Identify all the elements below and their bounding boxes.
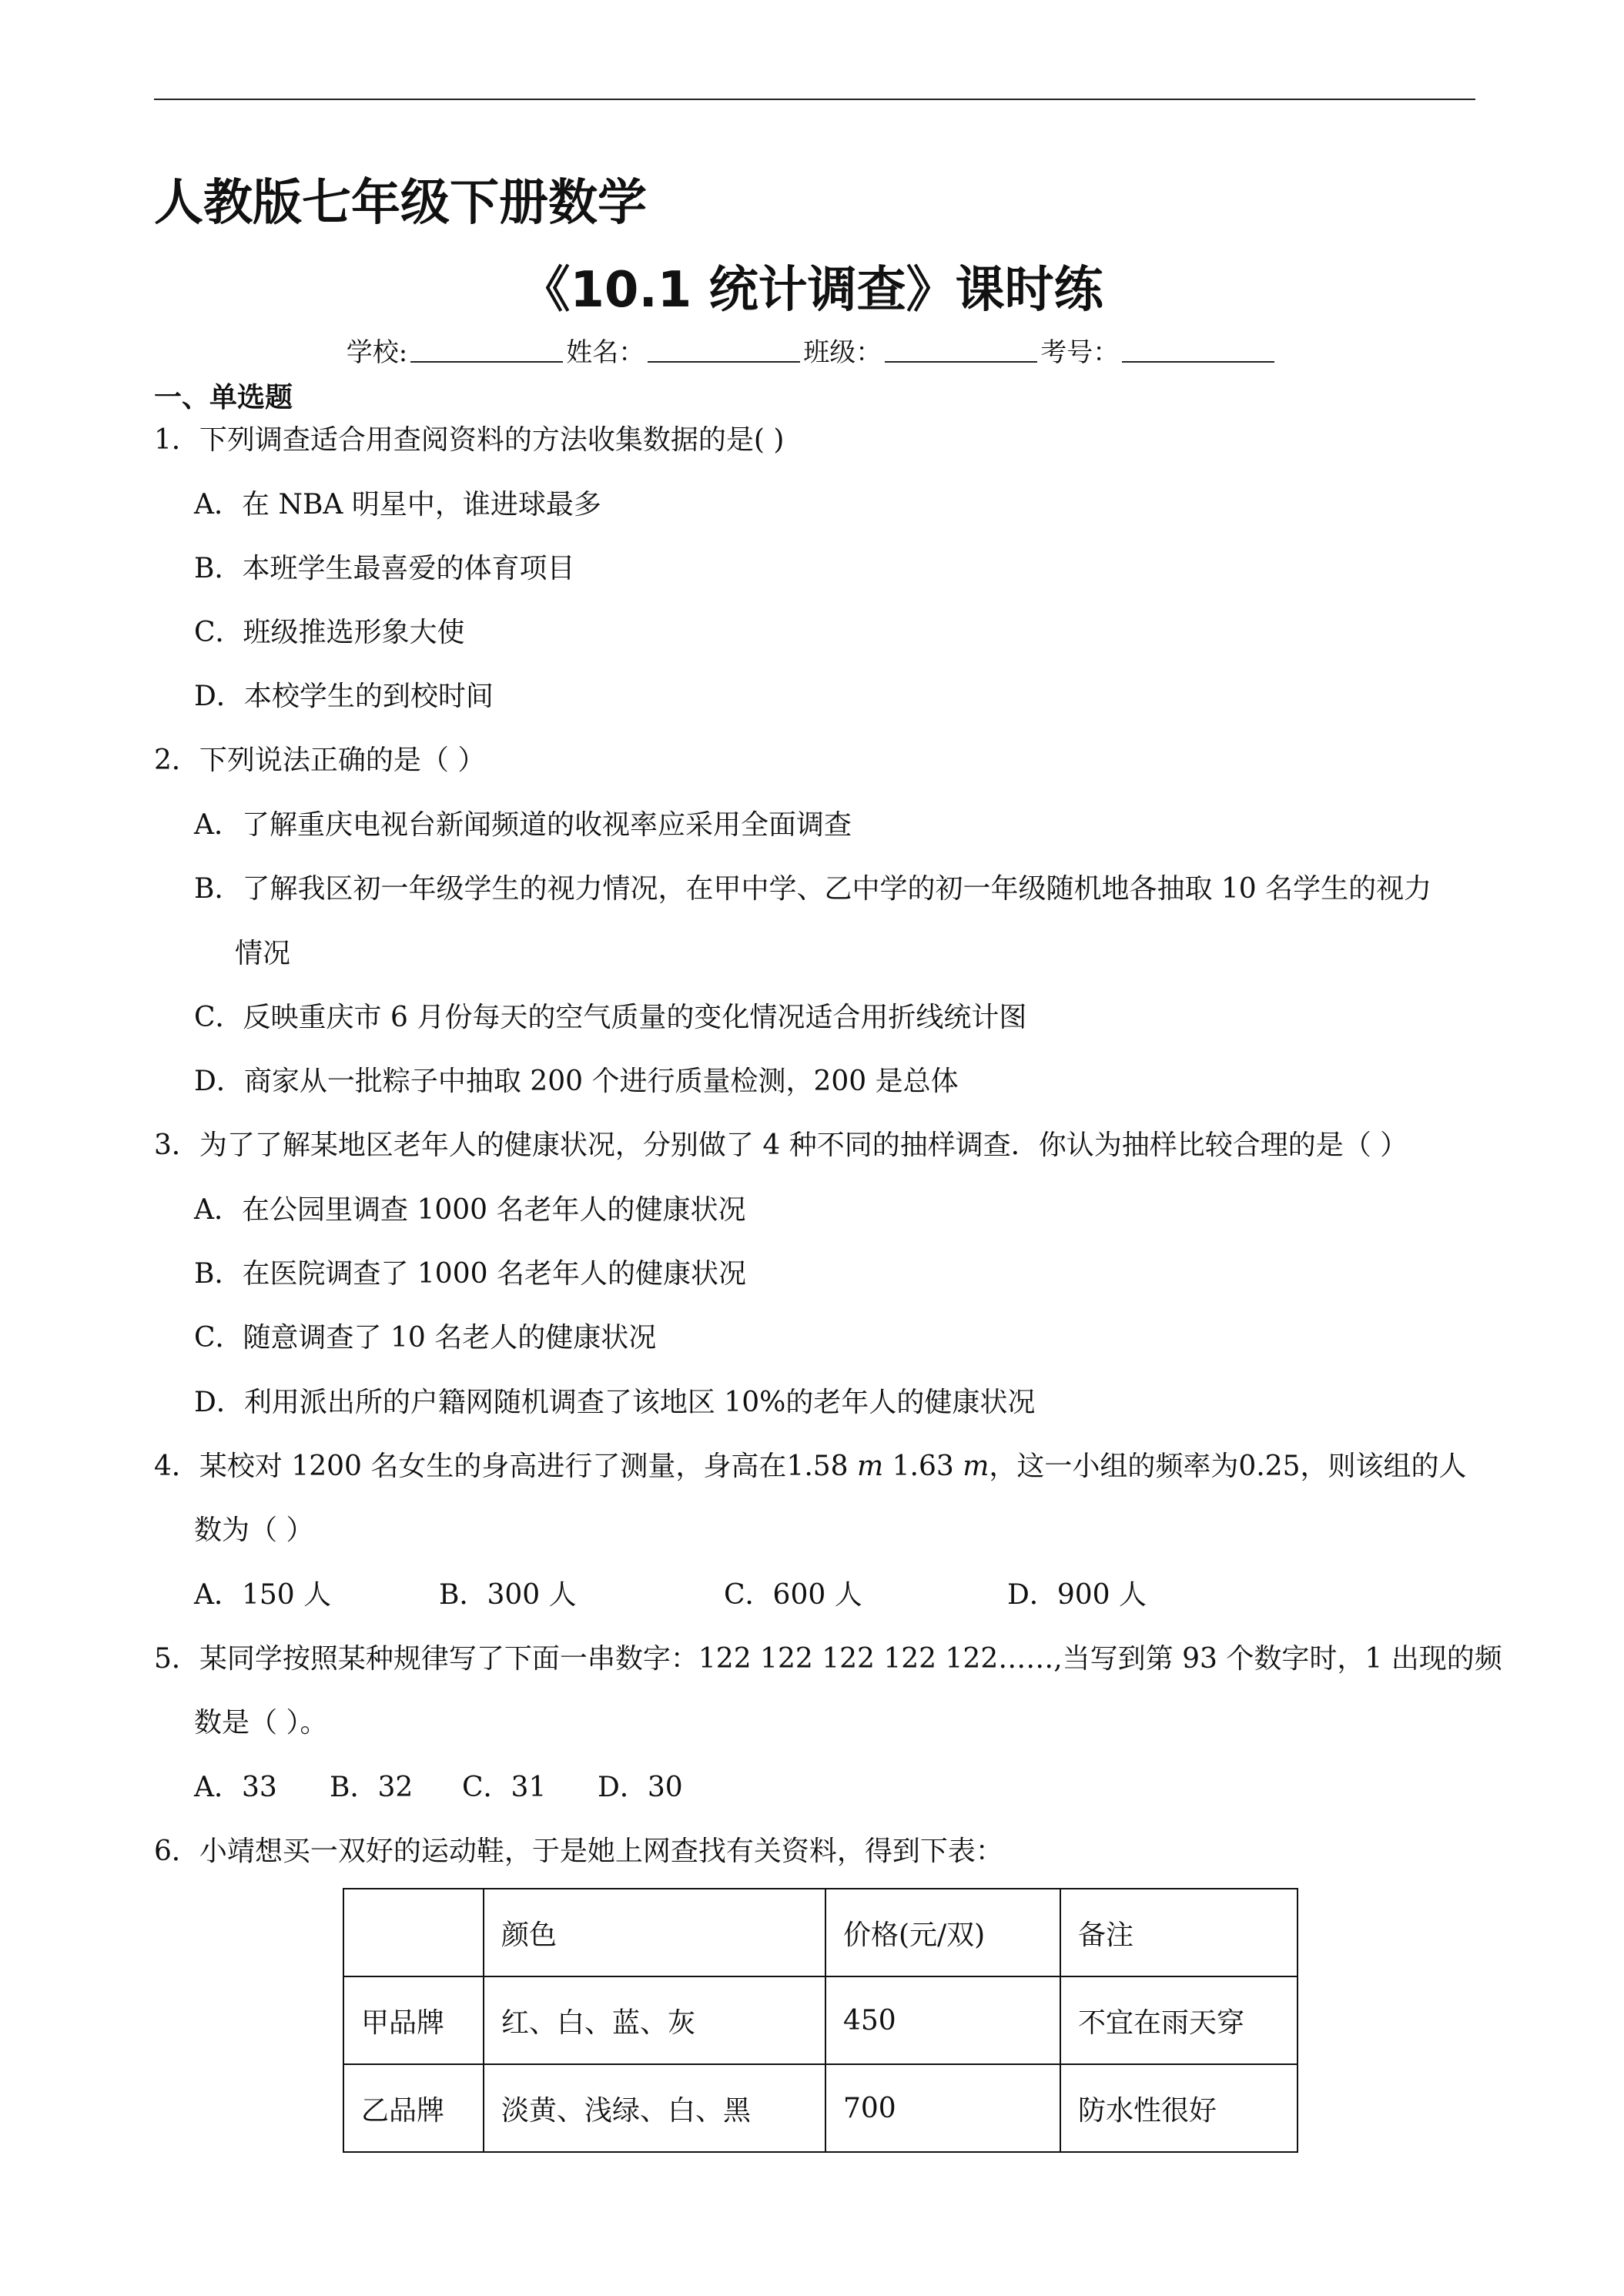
q5-option-c: C．31 (462, 1772, 547, 1803)
q4-stem-pre: 4．某校对 1200 名女生的身高进行了测量，身高在1.58 (154, 1451, 858, 1482)
q2-stem: 2．下列说法正确的是（ ） (154, 745, 486, 776)
q1-option-b: B．本班学生最喜爱的体育项目 (194, 553, 575, 584)
q3-stem: 3．为了了解某地区老年人的健康状况，分别做了 4 种不同的抽样调查．你认为抽样比较合理的是（ ） (154, 1130, 1408, 1161)
header-rule (154, 99, 1475, 100)
q3-option-d: D．利用派出所的户籍网随机调查了该地区 10%的老年人的健康状况 (194, 1387, 1036, 1418)
q4-stem-mid: 1.63 (883, 1451, 963, 1482)
q4-stem-cont: 数为（ ） (194, 1514, 314, 1546)
table-header-cell: 备注 (1060, 1889, 1298, 1976)
field-exam-number-blank[interactable] (1122, 338, 1274, 363)
table-row (343, 2064, 1298, 2152)
table-header-row (343, 1889, 1298, 1976)
q4-unit-m-2: m (963, 1451, 989, 1482)
q2-option-b-cont: 情况 (235, 938, 291, 969)
q2-option-d: D．商家从一批粽子中抽取 200 个进行质量检测，200 是总体 (194, 1066, 959, 1097)
section-heading: 一、单选题 (154, 382, 293, 413)
table-cell: 450 (825, 1976, 1060, 2064)
shoe-comparison-table (343, 1888, 1298, 2153)
q4-stem (154, 1450, 1467, 1484)
table-cell: 淡黄、浅绿、白、黑 (484, 2064, 825, 2152)
table-cell: 700 (825, 2064, 1060, 2152)
q5-stem-cont: 数是（ ）。 (194, 1707, 328, 1739)
q3-option-b: B．在医院调查了 1000 名老年人的健康状况 (194, 1258, 746, 1290)
table-cell: 防水性很好 (1060, 2064, 1298, 2152)
q4-option-d: D．900 人 (1007, 1579, 1147, 1611)
q2-option-a: A．了解重庆电视台新闻频道的收视率应采用全面调查 (194, 809, 852, 841)
q3-option-c: C．随意调查了 10 名老人的健康状况 (194, 1322, 657, 1354)
q5-option-b: B．32 (330, 1772, 414, 1803)
q1-option-c: C．班级推选形象大使 (194, 617, 465, 648)
table-header-cell: 颜色 (484, 1889, 825, 1976)
table-header-cell (343, 1889, 484, 1976)
q1-stem: 1．下列调查适合用查阅资料的方法收集数据的是( ) (154, 424, 785, 456)
q1-option-d: D．本校学生的到校时间 (194, 681, 494, 712)
field-class-blank[interactable] (885, 338, 1037, 363)
q4-stem-post: ，这一小组的频率为0.25，则该组的人 (989, 1451, 1467, 1482)
table-cell: 甲品牌 (343, 1976, 484, 2064)
q6-stem: 6．小靖想买一双好的运动鞋，于是她上网查找有关资料，得到下表： (154, 1836, 1003, 1867)
table-cell: 乙品牌 (343, 2064, 484, 2152)
q2-option-c: C．反映重庆市 6 月份每天的空气质量的变化情况适合用折线统计图 (194, 1002, 1027, 1033)
q4-option-c: C．600 人 (724, 1579, 862, 1611)
q5-stem: 5．某同学按照某种规律写了下面一串数字：122 122 122 122 122……,当写到第 93 个数字时，1 出现的频 (154, 1643, 1502, 1675)
q1-option-a: A．在 NBA 明星中，谁进球最多 (194, 489, 601, 520)
q4-option-b: B．300 人 (439, 1579, 577, 1611)
table-header-cell: 价格(元/双) (825, 1889, 1060, 1976)
q5-option-d: D．30 (598, 1772, 683, 1803)
table-cell: 红、白、蓝、灰 (484, 1976, 825, 2064)
student-info-line (0, 331, 1624, 369)
page-title: 《10.1 统计调查》课时练 (521, 262, 1103, 319)
q3-option-a: A．在公园里调查 1000 名老年人的健康状况 (194, 1194, 746, 1226)
field-class-label: 班级： (803, 337, 882, 368)
series-title: 人教版七年级下册数学 (154, 175, 647, 232)
table-cell: 不宜在雨天穿 (1060, 1976, 1298, 2064)
field-school-label: 学校: (346, 337, 408, 368)
q4-option-a: A．150 人 (194, 1579, 332, 1611)
field-school-blank[interactable] (410, 338, 563, 363)
field-exam-number-label: 考号： (1040, 337, 1120, 368)
field-name-blank[interactable] (648, 338, 800, 363)
q2-option-b: B．了解我区初一年级学生的视力情况，在甲中学、乙中学的初一年级随机地各抽取 10 名学生的视力 (194, 873, 1432, 905)
field-name-label: 姓名： (566, 337, 645, 368)
table-row (343, 1976, 1298, 2064)
q4-unit-m-1: m (857, 1451, 884, 1482)
q5-option-a: A．33 (194, 1772, 277, 1803)
